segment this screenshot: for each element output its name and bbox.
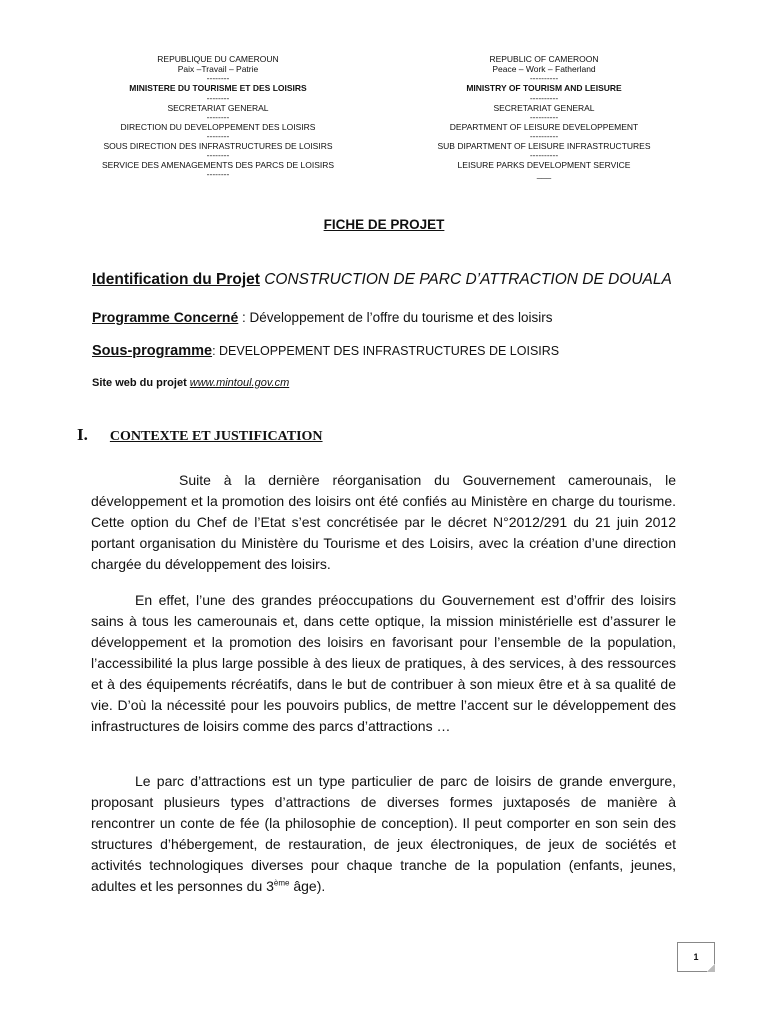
separator: ___ — [536, 169, 552, 180]
separator: -------- — [206, 150, 230, 161]
separator: ---------- — [529, 92, 559, 103]
paragraph-3-text: Le parc d’attractions est un type particulier de parc de loisirs de grande envergure, proposant plusieurs types d’attractions de diverses formes juxtaposés de manière à rencontrer un conte de fée (la philosophie de conception). Il peut comporter en son sein des structures d’hébergement, de restauration, de jeux électroniques, de jeux de sociétés et activités technologiques diverses pour chaque tranche de la population (enfants, jeunes, adultes et les personnes du 3 — [91, 773, 676, 894]
programme-value: : Développement de l’offre du tourisme et des loisirs — [238, 310, 553, 325]
programme-label: Programme Concerné — [92, 309, 239, 325]
service: SERVICE DES AMENAGEMENTS DES PARCS DE LOISIRS — [101, 160, 335, 171]
identification-label: Identification du Projet — [92, 271, 260, 288]
paragraph-2: En effet, l’une des grandes préoccupations du Gouvernement est d’offrir des loisirs sains à tous les camerounais et, dans cette optique, la mission ministérielle est d’assurer le développement et la promotion des loisirs en favorisant pour l’ensemble de la population, l’accessibilité la plus large possible à des lieux de pratiques, à des services, à des ressources et à des équipements récréatifs, dans le but de contribuer à son mieux être et à sa qualité de vie. D’où la nécessité pour les pouvoirs publics, de mettre l’accent sur le développement des infrastructures de loisirs comme des parcs d’attractions … — [91, 592, 676, 734]
sub-direction: SOUS DIRECTION DES INFRASTRUCTURES DE LOISIRS — [103, 141, 333, 152]
sous-programme-label: Sous-programme — [92, 343, 213, 359]
website-label: Site web du projet — [92, 377, 190, 389]
sous-programme-value: : DEVELOPPEMENT DES INFRASTRUCTURES DE LOISIRS — [212, 344, 560, 358]
secretariat: SECRETARIAT GENERAL — [493, 102, 595, 113]
separator: -------- — [206, 73, 230, 84]
motto: Paix –Travail – Patrie — [177, 64, 259, 75]
paragraph-3-end: âge). — [289, 878, 326, 894]
separator: ---------- — [529, 150, 559, 161]
page-number: 1 — [693, 952, 699, 962]
separator: ---------- — [529, 111, 559, 122]
website-line — [92, 377, 289, 389]
separator: ---------- — [529, 131, 559, 142]
direction: DIRECTION DU DEVELOPPEMENT DES LOISIRS — [120, 121, 316, 132]
separator: -------- — [206, 111, 230, 122]
page-curl-icon — [707, 964, 715, 972]
separator: -------- — [206, 131, 230, 142]
ministry-name: MINISTERE DU TOURISME ET DES LOISIRS — [129, 83, 307, 94]
programme-line — [92, 309, 552, 325]
country-name: REPUBLIQUE DU CAMEROUN — [157, 54, 279, 64]
identification-value: CONSTRUCTION DE PARC D’ATTRACTION DE DOUALA — [259, 271, 672, 288]
section-number: I. — [77, 425, 88, 444]
secretariat: SECRETARIAT GENERAL — [167, 102, 269, 113]
separator: -------- — [206, 92, 230, 103]
letterhead-english — [414, 54, 674, 179]
section-title: CONTEXTE ET JUSTIFICATION — [109, 429, 323, 444]
website-link[interactable]: www.mintoul.gov.cm — [189, 377, 290, 389]
ministry-name: MINISTRY OF TOURISM AND LEISURE — [466, 83, 622, 94]
page-number-box — [677, 942, 715, 972]
separator: ---------- — [529, 73, 559, 84]
country-name: REPUBLIC OF CAMEROON — [489, 54, 599, 64]
document-title: FICHE DE PROJET — [323, 217, 445, 232]
project-identification — [92, 271, 672, 289]
section-heading — [77, 425, 323, 445]
separator: -------- — [206, 169, 230, 180]
paragraph-3 — [91, 771, 676, 897]
ordinal-superscript: ème — [273, 878, 290, 888]
sous-programme-line — [92, 343, 559, 359]
service: LEISURE PARKS DEVELOPMENT SERVICE — [457, 160, 631, 171]
paragraph-1: Suite à la dernière réorganisation du Gouvernement camerounais, le développement et la promotion des loisirs ont été confiés au Ministère en charge du tourisme. Cette option du Chef de l’Etat s’est concrétisée par le décret N°2012/291 du 21 juin 2012 portant organisation du Ministère du Tourisme et des Loisirs, avec la création d’une direction chargée du développement des loisirs. — [91, 472, 676, 572]
motto: Peace – Work – Fatherland — [492, 64, 596, 75]
department: DEPARTMENT OF LEISURE DEVELOPPEMENT — [449, 121, 639, 132]
sub-department: SUB DIPARTMENT OF LEISURE INFRASTRUCTURES — [437, 141, 651, 152]
letterhead-french — [88, 54, 348, 179]
